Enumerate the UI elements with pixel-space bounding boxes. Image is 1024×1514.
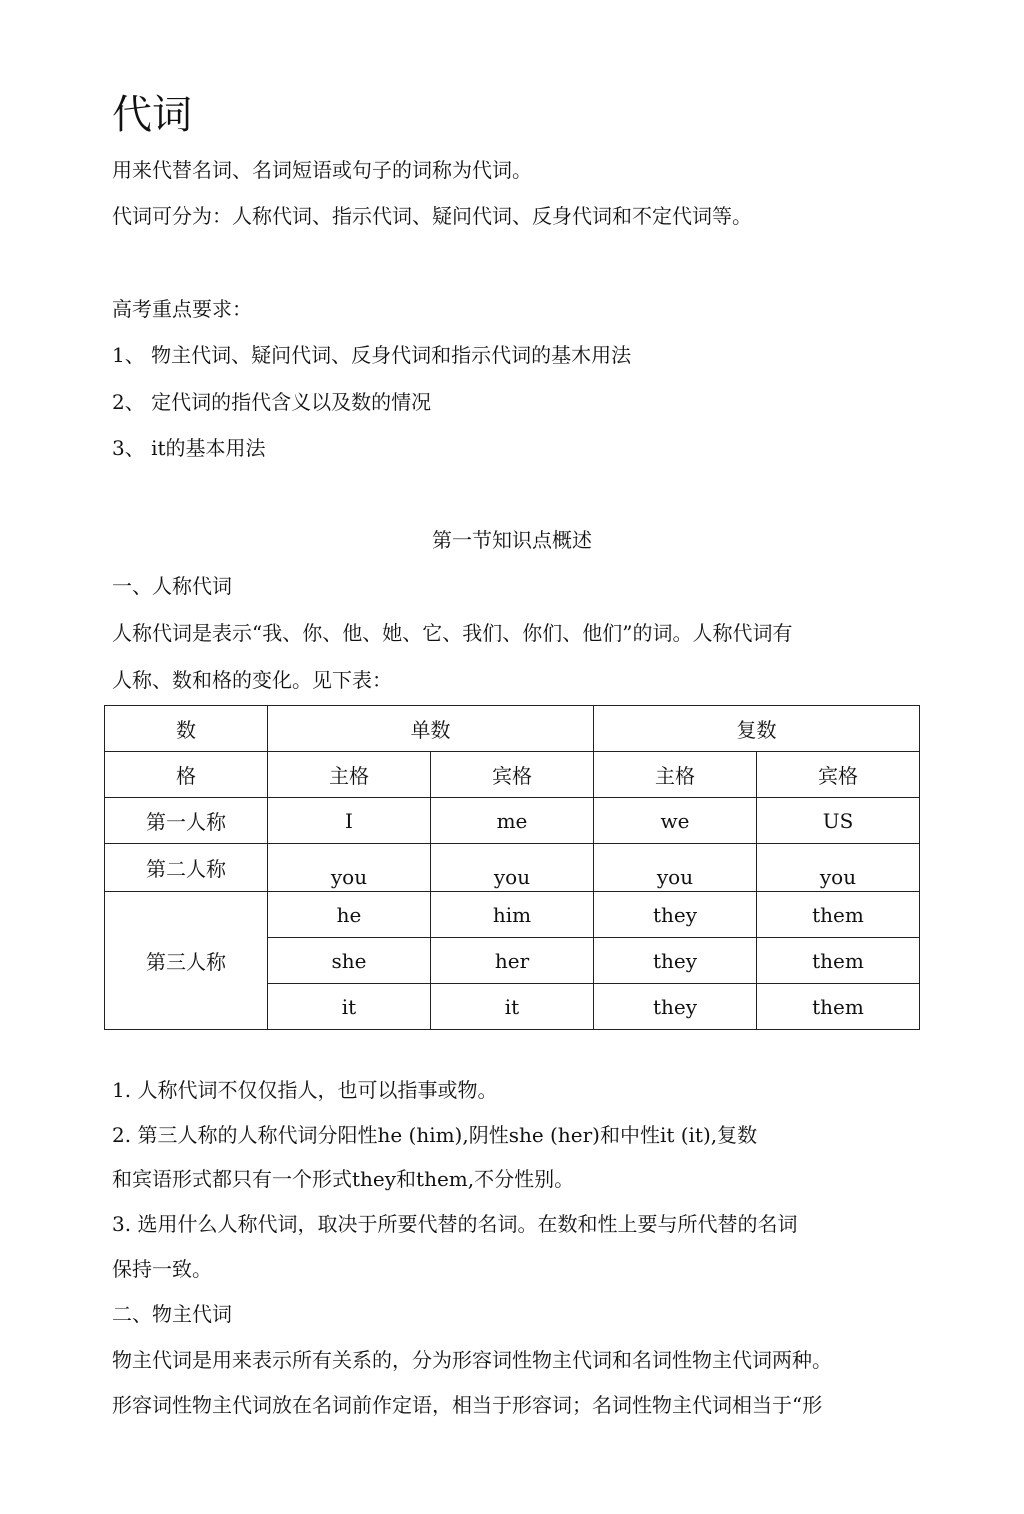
- note-item: 和宾语形式都只有一个形式they和them,不分性别。: [112, 1167, 575, 1191]
- table-cell: they: [594, 938, 757, 984]
- table-cell: she: [268, 938, 431, 984]
- table-cell: them: [757, 984, 920, 1030]
- table-cell: I: [268, 798, 431, 844]
- table-cell: you: [594, 844, 757, 892]
- table-cell: we: [594, 798, 757, 844]
- object-case-header: 宾格: [431, 752, 594, 798]
- number-header: 数: [105, 706, 268, 752]
- table-cell: me: [431, 798, 594, 844]
- table-cell: you: [431, 844, 594, 892]
- gaokao-item: 2、 定代词的指代含义以及数的情况: [112, 390, 432, 414]
- note-item: 3. 选用什么人称代词，取决于所要代替的名词。在数和性上要与所代替的名词: [112, 1212, 798, 1236]
- table-cell: you: [268, 844, 431, 892]
- table-cell: her: [431, 938, 594, 984]
- table-cell: it: [431, 984, 594, 1030]
- section-title: 第一节知识点概述: [432, 528, 592, 552]
- singular-header: 单数: [268, 706, 594, 752]
- first-person-label: 第一人称: [105, 798, 268, 844]
- gaokao-item: 3、 it的基本用法: [112, 436, 266, 460]
- table-cell: they: [594, 892, 757, 938]
- personal-heading: 一、人称代词: [112, 574, 232, 598]
- table-cell: them: [757, 938, 920, 984]
- personal-desc: 人称代词是表示“我、你、他、她、它、我们、你们、他们”的词。人称代词有: [112, 621, 793, 645]
- subject-case-header: 主格: [268, 752, 431, 798]
- table-cell: him: [431, 892, 594, 938]
- possessive-heading: 二、物主代词: [112, 1302, 232, 1326]
- third-person-label: 第三人称: [105, 892, 268, 1030]
- table-cell: them: [757, 892, 920, 938]
- table-row: [105, 892, 920, 938]
- case-header: 格: [105, 752, 268, 798]
- table-cell: they: [594, 984, 757, 1030]
- possessive-desc: 形容词性物主代词放在名词前作定语，相当于形容词；名词性物主代词相当于“形: [112, 1393, 823, 1417]
- table-cell: it: [268, 984, 431, 1030]
- page-title: 代词: [112, 92, 192, 138]
- table-cell: he: [268, 892, 431, 938]
- note-item: 保持一致。: [112, 1257, 212, 1281]
- table-row: [105, 798, 920, 844]
- note-item: 2. 第三人称的人称代词分阳性he (him),阴性she (her)和中性it (it),复数: [112, 1123, 758, 1147]
- gaokao-heading: 高考重点要求：: [112, 297, 252, 321]
- intro-line: 用来代替名词、名词短语或句子的词称为代词。: [112, 158, 532, 182]
- second-person-label: 第二人称: [105, 844, 268, 892]
- intro-line: 代词可分为：人称代词、指示代词、疑问代词、反身代词和不定代词等。: [112, 204, 752, 228]
- subject-case-header: 主格: [594, 752, 757, 798]
- personal-desc: 人称、数和格的变化。见下表：: [112, 668, 392, 692]
- table-row: [105, 706, 920, 752]
- gaokao-item: 1、 物主代词、疑问代词、反身代词和指示代词的基木用法: [112, 343, 632, 367]
- table-row: [105, 844, 920, 892]
- table-cell: you: [757, 844, 920, 892]
- plural-header: 复数: [594, 706, 920, 752]
- possessive-desc: 物主代词是用来表示所有关系的，分为形容词性物主代词和名词性物主代词两种。: [112, 1348, 832, 1372]
- table-cell: US: [757, 798, 920, 844]
- table-row: [105, 752, 920, 798]
- object-case-header: 宾格: [757, 752, 920, 798]
- personal-pronoun-table: [104, 705, 920, 1030]
- note-item: 1. 人称代词不仅仅指人，也可以指事或物。: [112, 1078, 498, 1102]
